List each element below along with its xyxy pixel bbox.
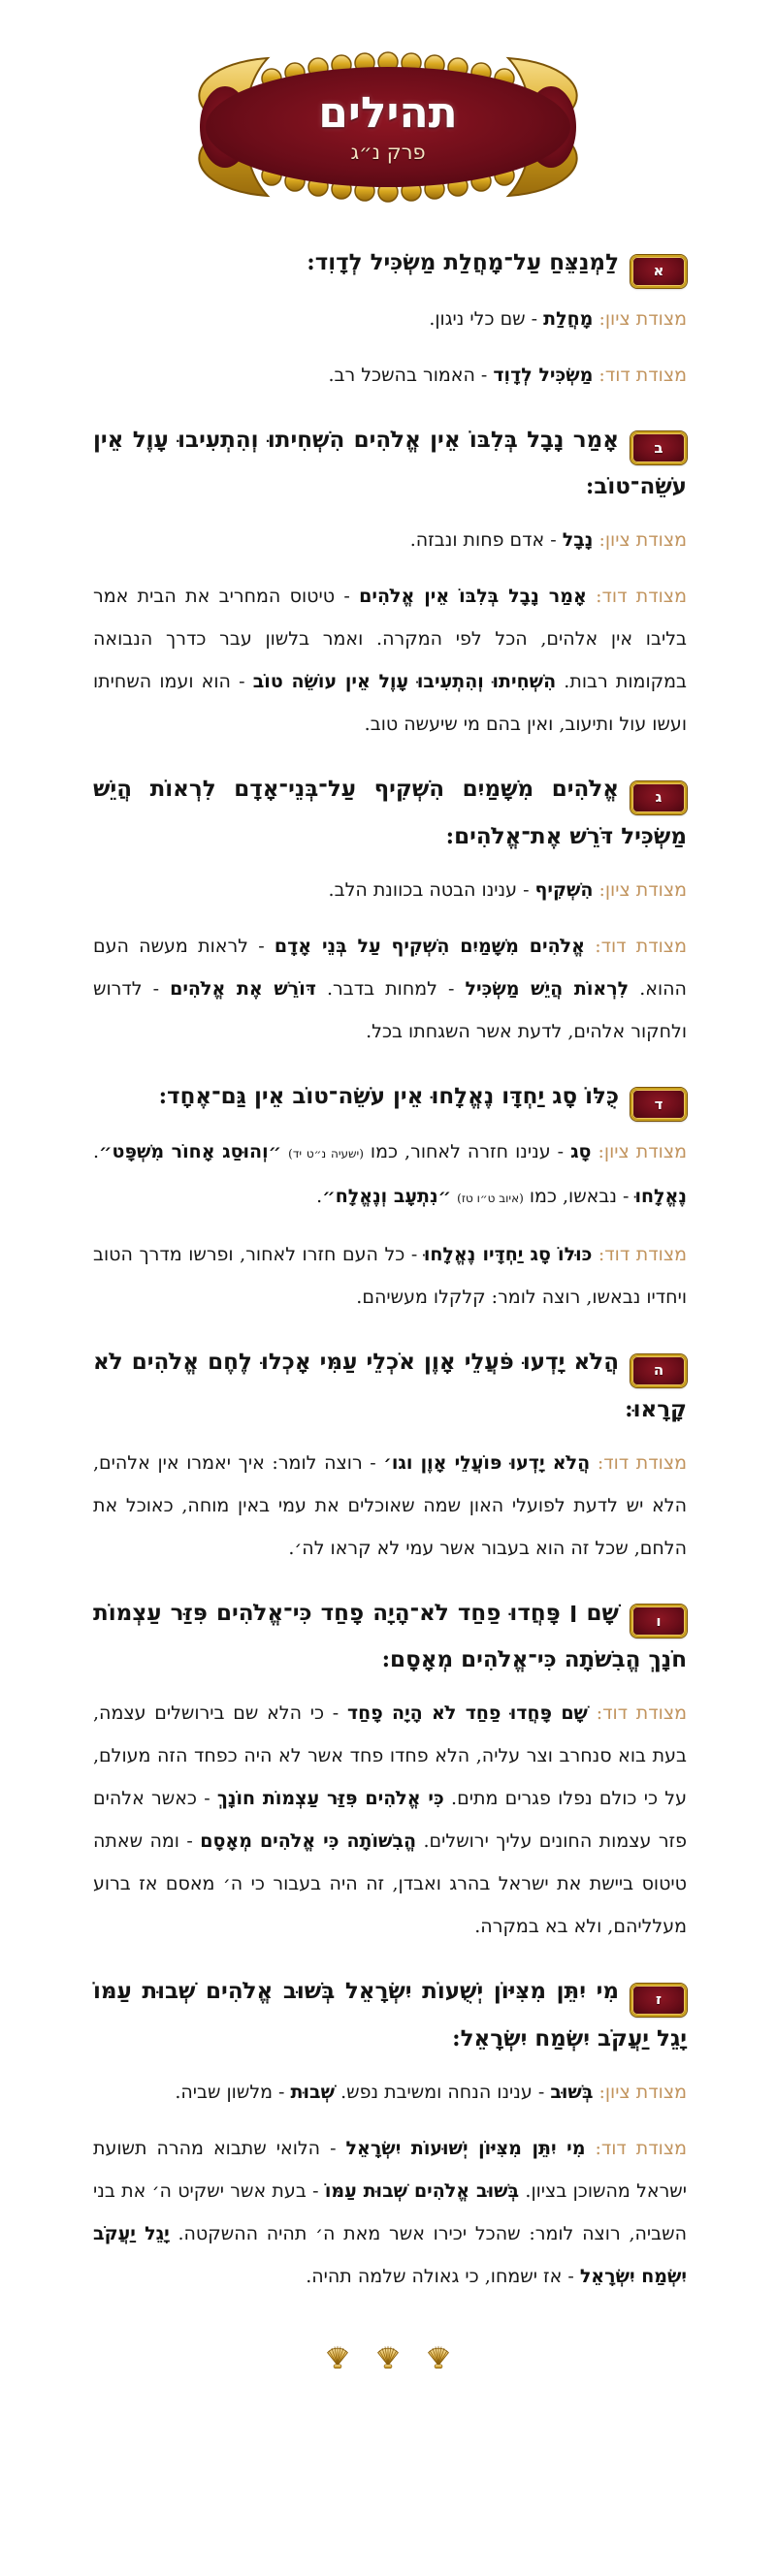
- commentary-list: [93, 298, 687, 397]
- quoted-phrase: דּוֹרֵשׁ אֶת אֱלֹהִים: [170, 977, 316, 1000]
- commentary-paragraph: [93, 575, 687, 746]
- verse-text: מִי יִתֵּן מִצִּיּוֹן יְשֻׁעוֹת יִשְׂרָאֵל בְּשׁוּב אֱלֹהִים שְׁבוּת עַמּוֹ יָגֵל יַעֲקֹב יִשְׂמַח יִשְׂרָאֵל:: [93, 1978, 687, 2051]
- commentary-text: - הלואי שתבוא מהרה תשועת ישראל מהשוכן בציון.: [93, 2137, 688, 2202]
- verse-number-badge: [630, 781, 687, 814]
- source-citation: (איוב ט״ו טז): [457, 1192, 524, 1205]
- commentary-text: - כאשר אלהים פזר עצמות החונים עליך ירושלים.: [93, 1788, 687, 1852]
- verse-line: [93, 1074, 687, 1122]
- commentary-source-label: מצודת ציון:: [593, 529, 687, 551]
- chapter-label: פרק נ״ג: [350, 141, 426, 165]
- commentary-list: [93, 1130, 687, 1319]
- commentary-text: .: [316, 1186, 323, 1207]
- verse-number-label: א: [653, 262, 664, 279]
- shell-icon: [425, 2344, 452, 2369]
- commentary-source-label: מצודת ציון:: [593, 307, 687, 330]
- verse-number-badge: [630, 1984, 687, 2017]
- quoted-phrase: בְּשׁוּב אֱלֹהִים שְׁבוּת עַמּוֹ: [324, 2179, 520, 2202]
- commentary-text: - למחות בדבר.: [315, 977, 466, 1000]
- commentary-text: - לראות מעשה העם ההוא.: [93, 935, 687, 1000]
- verse-number-label: ז: [656, 1990, 663, 2008]
- banner-text: [175, 48, 601, 206]
- commentary-paragraph: [93, 925, 687, 1053]
- quoted-phrase: ״נִתְעָב וְנֶאֱלָח״: [322, 1186, 452, 1207]
- commentary-paragraph: [93, 1130, 687, 1220]
- commentary-source-label: מצודת דוד:: [587, 1702, 688, 1724]
- book-title: תהילים: [318, 87, 458, 138]
- commentary-text: - שם כלי ניגון.: [429, 307, 544, 330]
- quoted-phrase: שְׁבוּת: [290, 2081, 336, 2103]
- verse-number-label: ב: [654, 438, 663, 457]
- commentary-text: - לדרוש ולחקור אלהים, לדעת אשר השגחתו בכל.: [93, 977, 687, 1042]
- chapter-banner: [175, 48, 601, 206]
- quoted-phrase: מָחֲלַת: [543, 307, 594, 330]
- commentary-text: - האמור בהשכל רב.: [328, 364, 494, 386]
- verse-number-badge: [630, 431, 687, 464]
- verse-line: [93, 240, 687, 288]
- verse-text: אֱלֹהִים מִשָּׁמַיִם הִשְׁקִיף עַל־בְּנֵי־אָדָם לִרְאוֹת הֲיֵשׁ מַשְׂכִּיל דֹּרֵשׁ אֶת־אֱלֹהִים:: [93, 776, 687, 849]
- quoted-phrase: סָג: [570, 1141, 592, 1162]
- verse-number-badge: [630, 1088, 687, 1121]
- verse-list: [93, 240, 687, 2298]
- verse-text: כֻּלּוֹ סָג יַחְדָּו נֶאֱלָחוּ אֵין עֹשֵׂה־טוֹב אֵין גַּם־אֶחָד:: [158, 1082, 619, 1109]
- commentary-paragraph: [93, 1233, 687, 1319]
- verse-number-badge: [630, 255, 687, 288]
- commentary-list: [93, 2071, 687, 2298]
- commentary-paragraph: [93, 1442, 687, 1570]
- quoted-phrase: מַשְׂכִּיל לְדָוִד: [493, 364, 594, 386]
- quoted-phrase: שָׁם פָּחֲדוּ פַחַד לֹא הָיָה פָחַד: [346, 1702, 588, 1724]
- chapter-content: [93, 240, 687, 2298]
- commentary-paragraph: [93, 2071, 687, 2114]
- commentary-text: .: [93, 1141, 100, 1162]
- commentary-source-label: מצודת דוד:: [593, 364, 687, 386]
- commentary-text: - נבאשו, כמו: [523, 1186, 635, 1207]
- verse-number-label: ג: [655, 788, 663, 806]
- verse-number-label: ד: [654, 1095, 663, 1113]
- verse-number-label: ה: [653, 1361, 664, 1379]
- commentary-text: - כל העם חזרו לאחור, ופרשו מדרך הטוב ויחדיו נבאשו, רוצה לומר: קלקלו מעשיהם.: [93, 1244, 687, 1308]
- quoted-phrase: הֱבִשׁוֹתָה כִּי אֱלֹהִים מְאָסָם: [200, 1830, 417, 1852]
- commentary-text: - טיטוס המחריב את הבית אמר בליבו אין אלהים, הכל לפי המקרה. ואמר בלשון עבר כדרך הנבואה במקומות רבות.: [93, 586, 687, 692]
- commentary-paragraph: [93, 519, 687, 561]
- commentary-source-label: מצודת דוד:: [590, 1451, 687, 1474]
- verse-section: [93, 240, 687, 397]
- verse-section: [93, 1074, 687, 1320]
- quoted-phrase: יָגֵל יַעֲקֹב יִשְׂמַח יִשְׂרָאֵל: [93, 2222, 687, 2287]
- quoted-phrase: כּוּלוֹ סָג יַחְדָּיו נֶאֱלָחוּ: [423, 1244, 593, 1265]
- commentary-list: [93, 1442, 687, 1570]
- verse-section: [93, 1591, 687, 1949]
- commentary-text: - מלשון שביה.: [175, 2081, 291, 2103]
- commentary-text: - ענינו הנחה ומשיבת נפש.: [335, 2081, 551, 2103]
- quoted-phrase: הִשְׁחִיתוּ וְהִתְעִיבוּ עָוֶל אֵין עוֹשֵׂה טוֹב: [252, 671, 557, 692]
- verse-line: [93, 418, 687, 510]
- commentary-list: [93, 519, 687, 746]
- shell-icon: [324, 2344, 351, 2369]
- commentary-paragraph: [93, 354, 687, 397]
- quoted-phrase: אָמַר נָבָל בְּלִבּוֹ אֵין אֱלֹהִים: [359, 586, 587, 607]
- commentary-text: - אדם פחות ונבזה.: [409, 529, 563, 551]
- commentary-source-label: מצודת ציון:: [591, 1141, 687, 1162]
- commentary-text: - ומה שאתה טיטוס ביישת את ישראל בהרג ואבדן, זה היה בעבור כי ה׳ מאסם אז ברוע מעלליהם, ולא בא במקרה.: [93, 1830, 687, 1937]
- commentary-paragraph: [93, 298, 687, 340]
- commentary-paragraph: [93, 2127, 687, 2298]
- verse-section: [93, 1340, 687, 1570]
- verse-number-label: ו: [656, 1611, 662, 1630]
- page-footer: [0, 2319, 776, 2402]
- commentary-text: - ענינו חזרה לאחור, כמו: [363, 1141, 571, 1162]
- commentary-source-label: מצודת ציון:: [593, 2081, 687, 2103]
- source-citation: (ישעיה נ״ט יד): [288, 1147, 364, 1161]
- commentary-paragraph: [93, 869, 687, 911]
- quoted-phrase: נָבָל: [562, 529, 594, 551]
- banner-wrap: [0, 0, 776, 206]
- verse-text: לַמְנַצֵּחַ עַל־מָחֲלַת מַשְׂכִּיל לְדָוִד:: [307, 249, 619, 275]
- verse-text: שָׁם ׀ פָּחֲדוּ פַחַד לֹא־הָיָה פָחַד כִּי־אֱלֹהִים פִּזַּר עַצְמוֹת חֹנָךְ הֱבִשֹׁתָה כִּי־אֱלֹהִים מְאָסָם:: [93, 1599, 687, 1672]
- quoted-phrase: כִּי אֱלֹהִים פִּזַּר עַצְמוֹת חוֹנָךְ: [216, 1788, 444, 1809]
- commentary-text: - הוא ועמו השחיתו ועשו עול ותיעוב, ואין בהם מי שיעשה טוב.: [93, 671, 687, 735]
- shell-icon: [374, 2344, 402, 2369]
- verse-section: [93, 418, 687, 747]
- quoted-phrase: נֶאֱלָחוּ: [634, 1186, 687, 1207]
- commentary-list: [93, 1692, 687, 1948]
- quoted-phrase: מִי יִתֵּן מִצִּיּוֹן יְשׁוּעוֹת יִשְׂרָאֵל: [345, 2137, 586, 2159]
- verse-number-badge: [630, 1605, 687, 1638]
- quoted-phrase: בְּשׁוּב: [550, 2081, 594, 2103]
- verse-text: אָמַר נָבָל בְּלִבּוֹ אֵין אֱלֹהִים הִשְׁחִיתוּ וְהִתְעִיבוּ עָוֶל אֵין עֹשֵׂה־טוֹב:: [93, 426, 687, 499]
- commentary-source-label: מצודת ציון:: [593, 878, 687, 901]
- quoted-phrase: לִרְאוֹת הֲיֵשׁ מַשְׂכִּיל: [465, 977, 630, 1000]
- verse-text: הֲלֹא יָדְעוּ פֹּעֲלֵי אָוֶן אֹכְלֵי עַמִּי אָכְלוּ לֶחֶם אֱלֹהִים לֹא קָרָאוּ:: [93, 1349, 687, 1422]
- commentary-text: - אז ישמחו, כי גאולה שלמה תהיה.: [306, 2265, 580, 2287]
- verse-line: [93, 1340, 687, 1432]
- quoted-phrase: ״וְהוּסַג אָחוֹר מִשְׁפָּט״: [99, 1141, 282, 1162]
- verse-number-badge: [630, 1354, 687, 1387]
- quoted-phrase: אֱלֹהִים מִשָּׁמַיִם הִשְׁקִיף עַל בְּנֵי אָדָם: [274, 935, 585, 957]
- commentary-text: - רוצה לומר: איך יאמרו אין אלהים, הלא יש לדעת לפועלי האון שמה שאוכלים את עמי באין מוחה, כאוכל את הלחם, שכל זה הוא בעבור אשר עמי לא קראו לה׳.: [93, 1451, 687, 1559]
- verse-section: [93, 1969, 687, 2298]
- commentary-source-label: מצודת דוד:: [586, 586, 687, 607]
- verse-line: [93, 1969, 687, 2061]
- commentary-source-label: מצודת דוד:: [584, 935, 687, 957]
- verse-line: [93, 767, 687, 859]
- commentary-source-label: מצודת דוד:: [592, 1244, 687, 1265]
- commentary-paragraph: [93, 1692, 687, 1948]
- commentary-source-label: מצודת דוד:: [585, 2137, 688, 2159]
- verse-section: [93, 767, 687, 1053]
- verse-line: [93, 1591, 687, 1683]
- commentary-list: [93, 869, 687, 1053]
- commentary-text: - בעת אשר ישקיט ה׳ את בני השביה, רוצה לומר: שהכל יכירו אשר מאת ה׳ תהיה ההשקטה.: [93, 2179, 687, 2244]
- commentary-text: - כי הלא שם בירושלים עצמה, בעת בוא סנחרב וצר עליה, הלא פחדו פחד אשר לא היה כפחד הזה מעולם, על כי כולם נפלו פגרים מתים.: [93, 1702, 687, 1809]
- quoted-phrase: הֲלֹא יָדְעוּ פּוֹעֲלֵי אָוֶן וגו׳: [383, 1451, 591, 1474]
- commentary-text: - ענינו הבטה בכוונת הלב.: [328, 878, 535, 901]
- quoted-phrase: הִשְׁקִיף: [534, 878, 594, 901]
